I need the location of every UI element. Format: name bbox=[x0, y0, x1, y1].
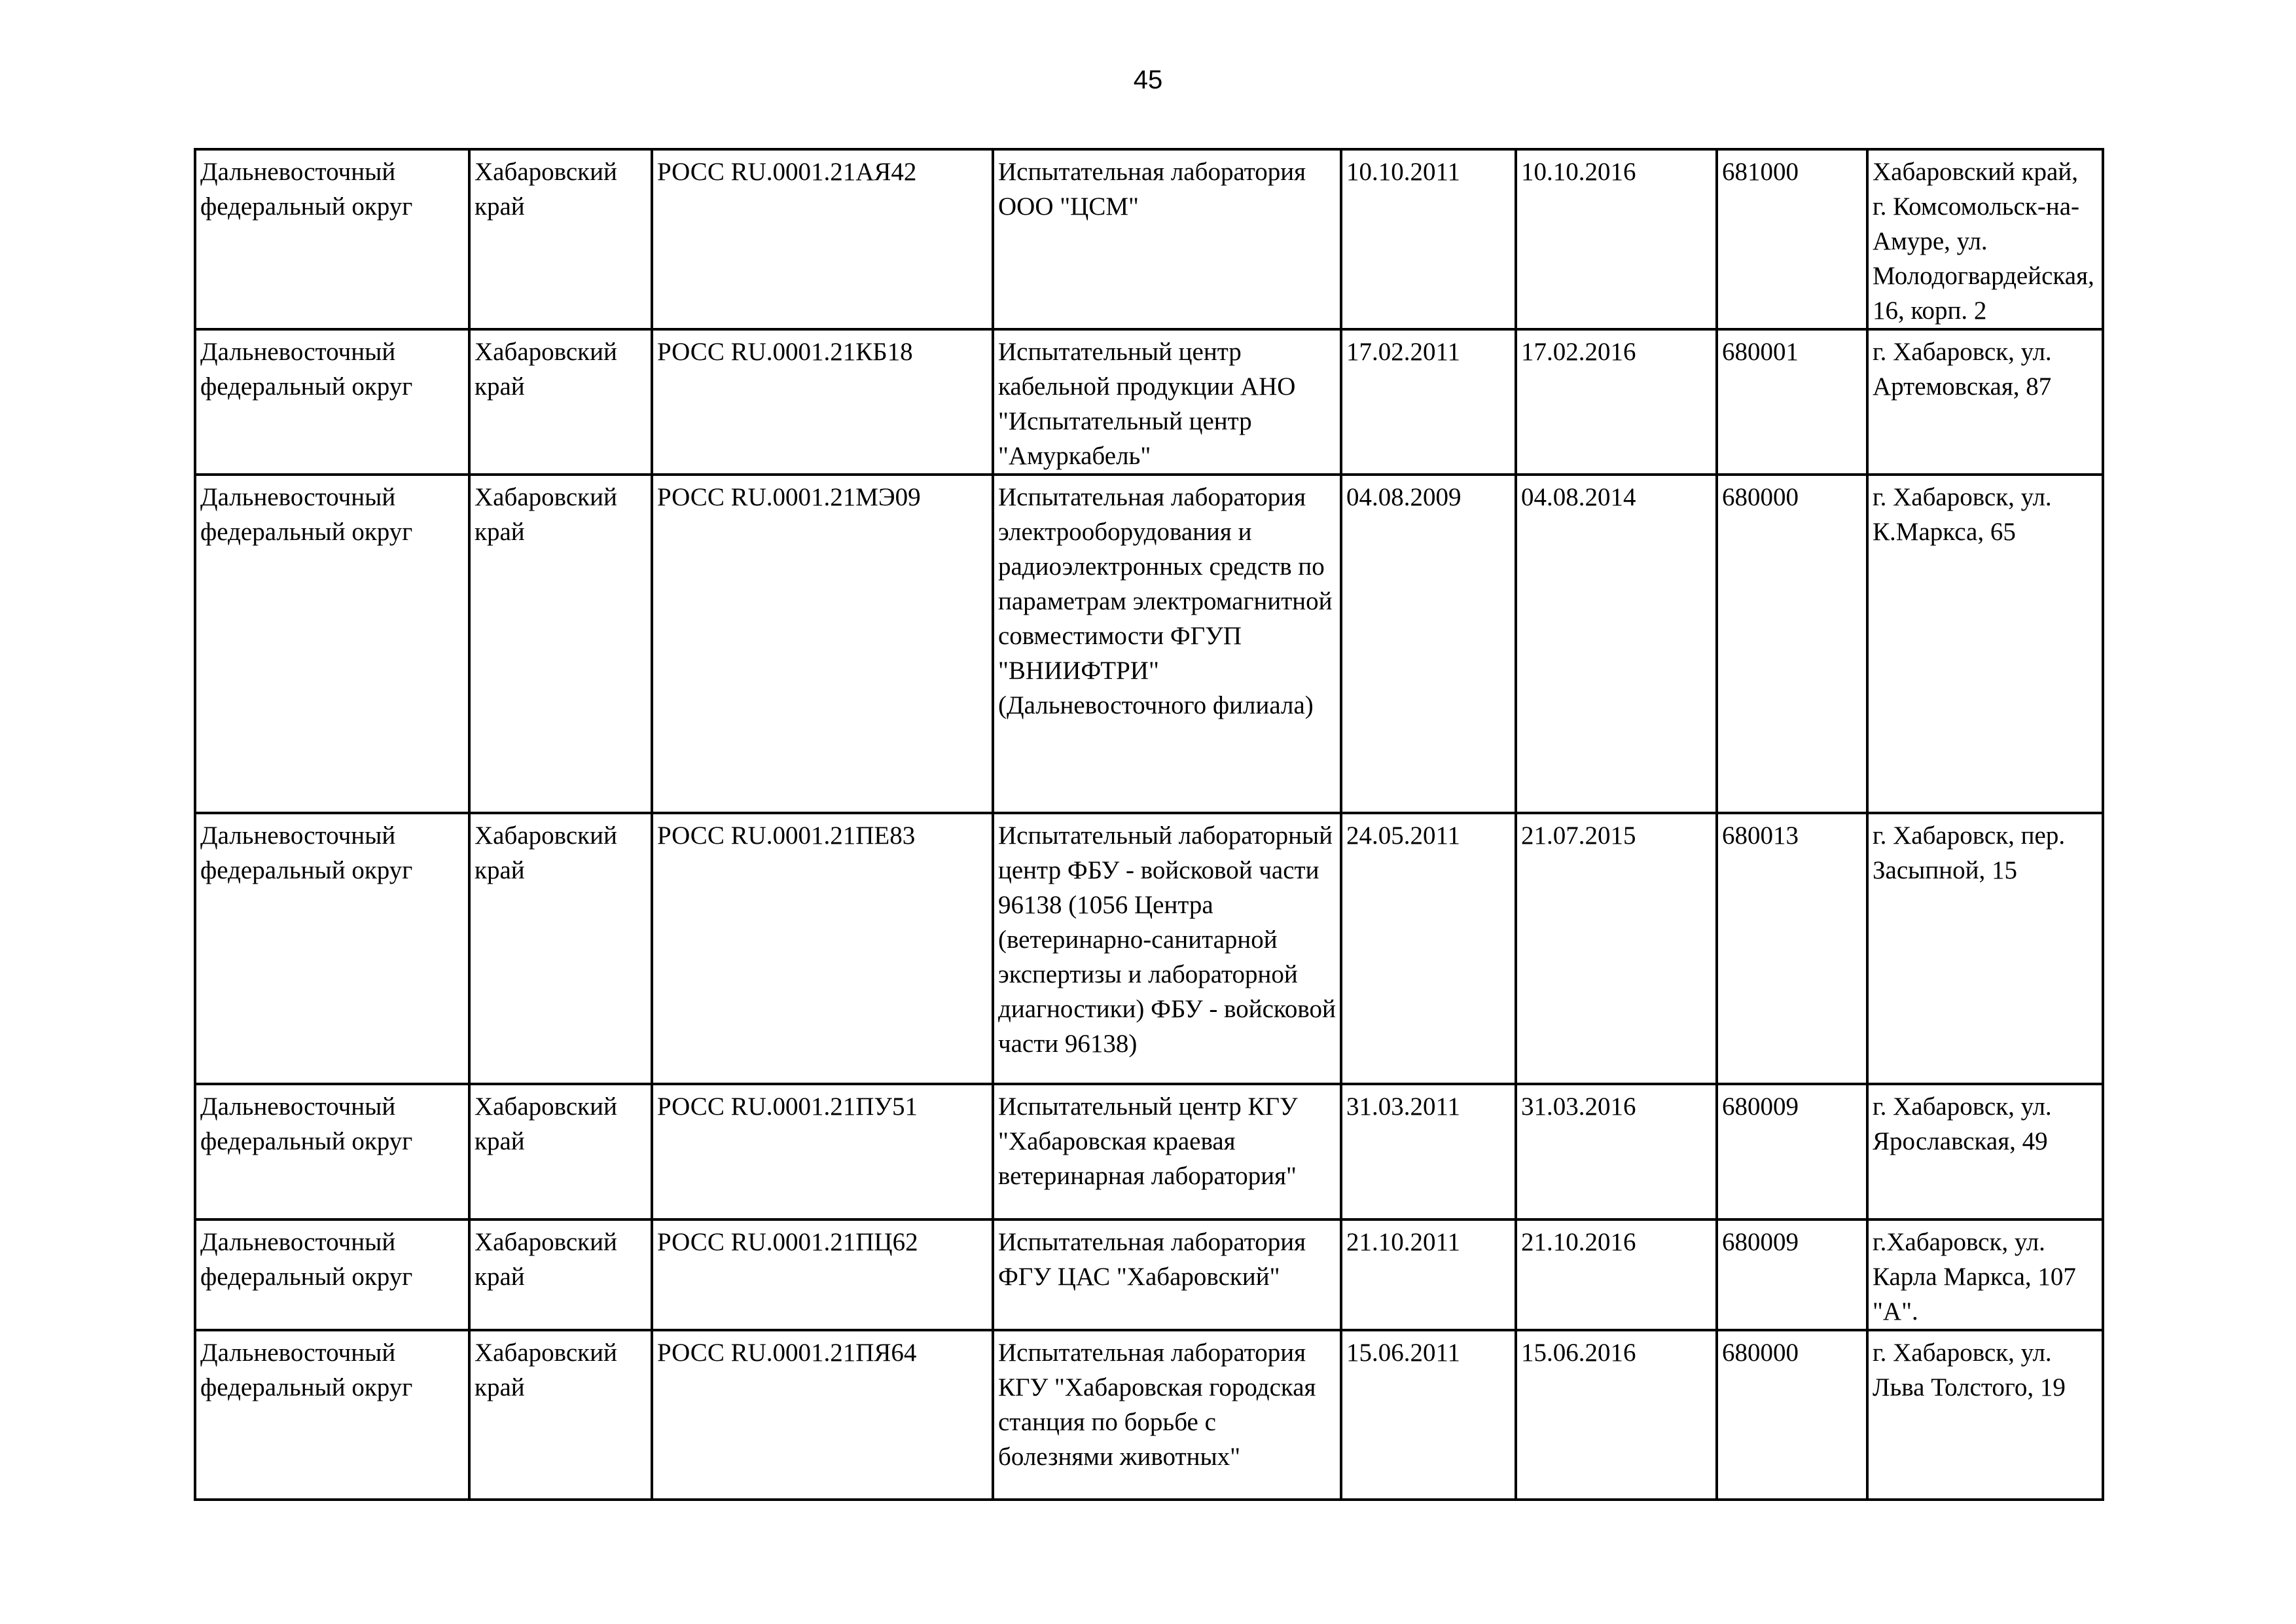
accreditation-end-date-cell: 21.07.2015 bbox=[1516, 813, 1717, 1084]
accreditation-start-date-cell: 04.08.2009 bbox=[1341, 475, 1516, 813]
address-cell: г. Хабаровск, ул. К.Маркса, 65 bbox=[1867, 475, 2103, 813]
region-cell: Хабаровский край bbox=[469, 813, 652, 1084]
address-cell: г. Хабаровск, ул. Артемовская, 87 bbox=[1867, 329, 2103, 475]
accreditation-start-date-cell: 31.03.2011 bbox=[1341, 1084, 1516, 1219]
certificate-number-cell: РОСС RU.0001.21ПЕ83 bbox=[652, 813, 993, 1084]
certificate-number-cell: РОСС RU.0001.21ПУ51 bbox=[652, 1084, 993, 1219]
accreditation-end-date-cell: 15.06.2016 bbox=[1516, 1330, 1717, 1500]
laboratory-name-cell: Испытательная лаборатория КГУ "Хабаровская городская станция по борьбе с болезнями животных" bbox=[993, 1330, 1341, 1500]
region-cell: Хабаровский край bbox=[469, 329, 652, 475]
accreditation-end-date-cell: 10.10.2016 bbox=[1516, 149, 1717, 329]
accreditation-end-date-cell: 04.08.2014 bbox=[1516, 475, 1717, 813]
region-cell: Хабаровский край bbox=[469, 1330, 652, 1500]
district-cell: Дальневосточный федеральный округ bbox=[195, 1084, 469, 1219]
table-row bbox=[195, 1219, 2103, 1330]
laboratory-name-cell: Испытательная лаборатория ФГУ ЦАС "Хабаровский" bbox=[993, 1219, 1341, 1330]
accreditation-start-date-cell: 24.05.2011 bbox=[1341, 813, 1516, 1084]
accreditation-end-date-cell: 21.10.2016 bbox=[1516, 1219, 1717, 1330]
accreditation-start-date-cell: 17.02.2011 bbox=[1341, 329, 1516, 475]
laboratory-name-cell: Испытательный центр КГУ "Хабаровская краевая ветеринарная лаборатория" bbox=[993, 1084, 1341, 1219]
accreditation-start-date-cell: 15.06.2011 bbox=[1341, 1330, 1516, 1500]
address-cell: г.Хабаровск, ул. Карла Маркса, 107 "А". bbox=[1867, 1219, 2103, 1330]
district-cell: Дальневосточный федеральный округ bbox=[195, 1219, 469, 1330]
laboratory-name-cell: Испытательный лабораторный центр ФБУ - войсковой части 96138 (1056 Центра (ветеринарно-санитарной экспертизы и лабораторной диагностики) ФБУ - войсковой части 96138) bbox=[993, 813, 1341, 1084]
postcode-cell: 680001 bbox=[1717, 329, 1867, 475]
district-cell: Дальневосточный федеральный округ bbox=[195, 813, 469, 1084]
table-row bbox=[195, 1330, 2103, 1500]
table-row bbox=[195, 149, 2103, 329]
address-cell: г. Хабаровск, ул. Ярославская, 49 bbox=[1867, 1084, 2103, 1219]
address-cell: г. Хабаровск, пер. Засыпной, 15 bbox=[1867, 813, 2103, 1084]
certificate-number-cell: РОСС RU.0001.21КБ18 bbox=[652, 329, 993, 475]
certificate-number-cell: РОСС RU.0001.21МЭ09 bbox=[652, 475, 993, 813]
region-cell: Хабаровский край bbox=[469, 149, 652, 329]
region-cell: Хабаровский край bbox=[469, 1084, 652, 1219]
certificate-number-cell: РОСС RU.0001.21ПЦ62 bbox=[652, 1219, 993, 1330]
postcode-cell: 681000 bbox=[1717, 149, 1867, 329]
accreditation-start-date-cell: 10.10.2011 bbox=[1341, 149, 1516, 329]
certificate-number-cell: РОСС RU.0001.21АЯ42 bbox=[652, 149, 993, 329]
laboratory-name-cell: Испытательная лаборатория электрооборудования и радиоэлектронных средств по параметрам электромагнитной совместимости ФГУП "ВНИИФТРИ" (Дальневосточного филиала) bbox=[993, 475, 1341, 813]
postcode-cell: 680009 bbox=[1717, 1219, 1867, 1330]
district-cell: Дальневосточный федеральный округ bbox=[195, 1330, 469, 1500]
laboratory-registry-table bbox=[194, 148, 2104, 1501]
accreditation-end-date-cell: 31.03.2016 bbox=[1516, 1084, 1717, 1219]
postcode-cell: 680009 bbox=[1717, 1084, 1867, 1219]
page-number: 45 bbox=[1133, 65, 1163, 94]
region-cell: Хабаровский край bbox=[469, 1219, 652, 1330]
address-cell: Хабаровский край, г. Комсомольск-на-Амуре, ул. Молодогвардейская, 16, корп. 2 bbox=[1867, 149, 2103, 329]
table-row bbox=[195, 329, 2103, 475]
certificate-number-cell: РОСС RU.0001.21ПЯ64 bbox=[652, 1330, 993, 1500]
table-row bbox=[195, 475, 2103, 813]
laboratory-name-cell: Испытательная лаборатория ООО "ЦСМ" bbox=[993, 149, 1341, 329]
accreditation-start-date-cell: 21.10.2011 bbox=[1341, 1219, 1516, 1330]
address-cell: г. Хабаровск, ул. Льва Толстого, 19 bbox=[1867, 1330, 2103, 1500]
table-row bbox=[195, 1084, 2103, 1219]
postcode-cell: 680013 bbox=[1717, 813, 1867, 1084]
district-cell: Дальневосточный федеральный округ bbox=[195, 149, 469, 329]
table-row bbox=[195, 813, 2103, 1084]
region-cell: Хабаровский край bbox=[469, 475, 652, 813]
district-cell: Дальневосточный федеральный округ bbox=[195, 329, 469, 475]
laboratory-name-cell: Испытательный центр кабельной продукции АНО "Испытательный центр "Амуркабель" bbox=[993, 329, 1341, 475]
accreditation-end-date-cell: 17.02.2016 bbox=[1516, 329, 1717, 475]
district-cell: Дальневосточный федеральный округ bbox=[195, 475, 469, 813]
postcode-cell: 680000 bbox=[1717, 475, 1867, 813]
postcode-cell: 680000 bbox=[1717, 1330, 1867, 1500]
